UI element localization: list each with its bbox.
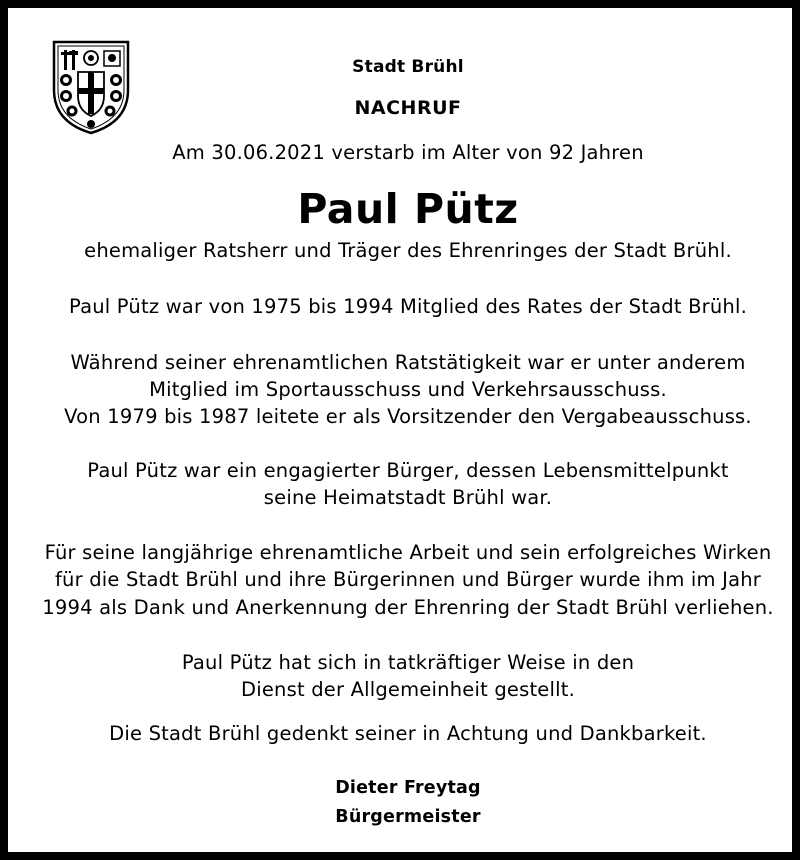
paragraph-line: Paul Pütz war von 1975 bis 1994 Mitglied des Rates der Stadt Brühl. — [69, 295, 747, 318]
paragraph-line: Paul Pütz hat sich in tatkräftiger Weise in den — [181, 651, 635, 674]
paragraph-line: Dienst der Allgemeinheit gestellt. — [241, 678, 575, 701]
paragraph-line: Während seiner ehrenamtlichen Ratstätigkeit war er unter anderem — [70, 351, 746, 374]
death-announcement: Am 30.06.2021 verstarb im Alter von 92 Jahren — [172, 141, 644, 164]
coat-of-arms-icon — [50, 38, 132, 136]
paragraph-line: für die Stadt Brühl und ihre Bürgerinnen und Bürger wurde ihm im Jahr — [54, 568, 761, 591]
paragraph-line: Mitglied im Sportausschuss und Verkehrsausschuss. — [149, 378, 667, 401]
paragraph-line: 1994 als Dank und Anerkennung der Ehrenring der Stadt Brühl verliehen. — [42, 596, 774, 619]
signatory-name: Dieter Freytag — [335, 778, 481, 798]
paragraph-line: Von 1979 bis 1987 leitete er als Vorsitzender den Vergabeausschuss. — [64, 405, 752, 428]
paragraph-line: Paul Pütz war ein engagierter Bürger, dessen Lebensmittelpunkt — [87, 459, 729, 482]
closing-line: Die Stadt Brühl gedenkt seiner in Achtung und Dankbarkeit. — [109, 722, 707, 745]
notice-label: NACHRUF — [354, 97, 462, 119]
deceased-role: ehemaliger Ratsherr und Träger des Ehrenringes der Stadt Brühl. — [84, 239, 732, 262]
paragraph-line: Für seine langjährige ehrenamtliche Arbeit und sein erfolgreiches Wirken — [44, 541, 772, 564]
deceased-name: Paul Pütz — [297, 185, 519, 233]
paragraph-line: seine Heimatstadt Brühl war. — [263, 486, 553, 509]
signatory-title: Bürgermeister — [335, 807, 481, 827]
issuer-city: Stadt Brühl — [352, 57, 464, 77]
